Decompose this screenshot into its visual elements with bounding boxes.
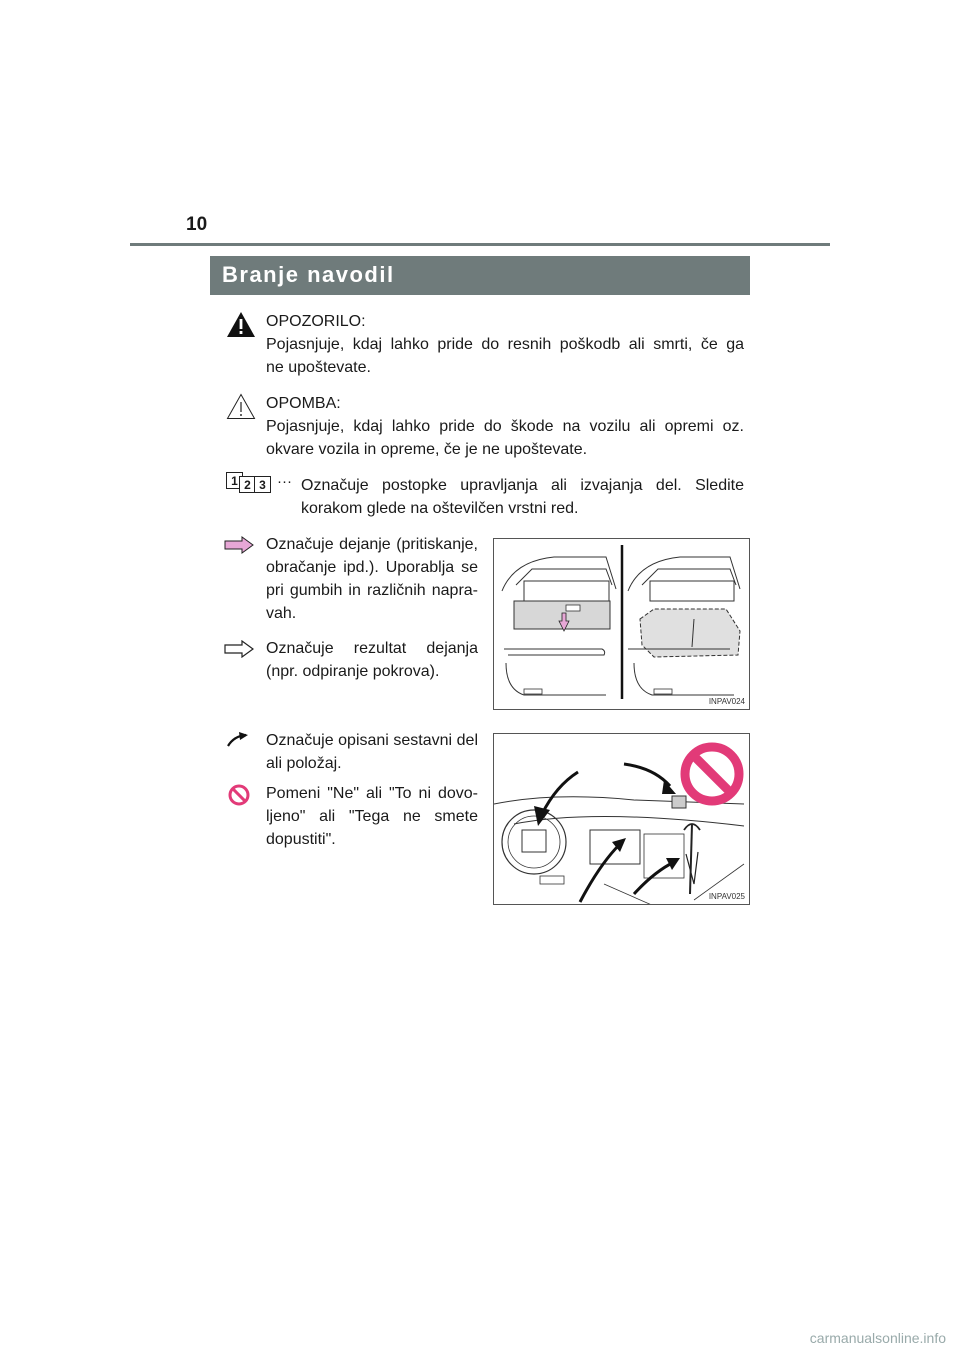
warning-line2: ne upoštevate. <box>266 359 371 376</box>
section-title-bar <box>210 256 750 295</box>
figure-code-1: INPAV024 <box>708 697 745 706</box>
figure-code-2: INPAV025 <box>708 892 745 901</box>
page-number: 10 <box>186 214 208 235</box>
result-text: Označuje rezultat dejanja (npr. odpiranje pokrova). <box>266 640 478 680</box>
warning-entry <box>266 310 744 379</box>
prohibition-icon <box>228 784 250 806</box>
step-number-1: 1 <box>226 472 243 489</box>
action-text: Označuje dejanje (pritiskanje, obračanje ipd.). Uporablja se pri gumbih in različnih napra-vah. <box>266 536 478 622</box>
prohibition-text: Pomeni "Ne" ali "To ni dovo-ljeno" ali "Tega ne smete dopustiti". <box>266 785 478 848</box>
notice-icon <box>226 393 256 420</box>
notice-line2: okvare vozila in opreme, če je ne upoštevate. <box>266 441 588 458</box>
warning-heading: OPOZORILO: <box>266 313 366 330</box>
steps-entry <box>301 474 744 520</box>
component-pointer-icon <box>226 732 250 748</box>
notice-entry <box>266 392 744 461</box>
step-number-icons <box>226 472 278 494</box>
action-arrow-icon <box>224 536 254 554</box>
warning-line1: Pojasnjuje, kdaj lahko pride do resnih poškodb ali smrti, če ga <box>266 336 744 353</box>
figure-dashboard-illustration <box>494 734 750 905</box>
notice-line1: Pojasnjuje, kdaj lahko pride do škode na vozilu ali opremi oz. <box>266 418 744 435</box>
component-text: Označuje opisani sestavni del ali položaj. <box>266 732 478 772</box>
result-arrow-icon <box>224 640 254 658</box>
steps-dots: ··· <box>277 473 292 490</box>
section-title: Branje navodil <box>222 262 395 287</box>
footer-watermark[interactable]: carmanualsonline.info <box>809 1330 946 1346</box>
top-rule <box>130 243 830 246</box>
warning-icon <box>226 311 256 338</box>
figure-sunglasses-holder-illustration <box>494 539 750 710</box>
notice-heading: OPOMBA: <box>266 395 341 412</box>
step-number-2: 2 <box>239 476 256 493</box>
figure-sunglasses-holder <box>493 538 750 710</box>
step-number-3: 3 <box>254 476 271 493</box>
steps-line1: Označuje postopke upravljanja ali izvajanja del. Sledite <box>301 477 744 494</box>
figure-dashboard <box>493 733 750 905</box>
steps-line2: korakom glede na oštevilčen vrstni red. <box>301 500 579 517</box>
